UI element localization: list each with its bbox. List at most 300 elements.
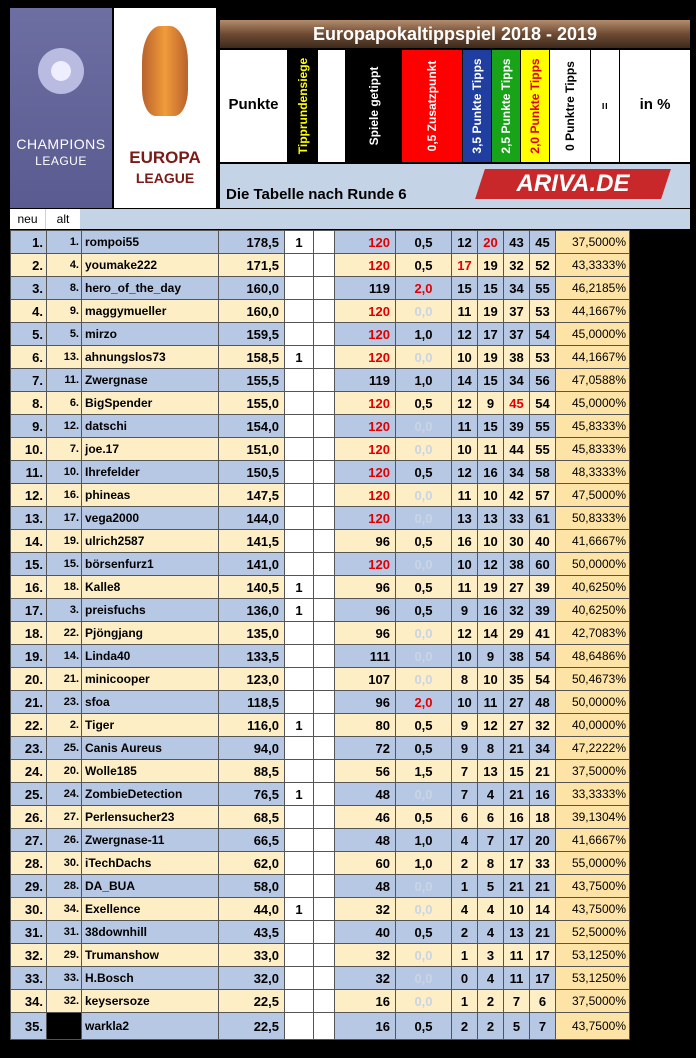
points-cell: 155,0	[219, 392, 285, 415]
bonus-points-cell: 0,5	[396, 254, 452, 277]
games-tipped-cell: 96	[335, 576, 396, 599]
tips-0-cell: 54	[530, 645, 556, 668]
points-cell: 43,5	[219, 921, 285, 944]
percent-cell: 44,1667%	[556, 300, 630, 323]
games-tipped-cell: 119	[335, 277, 396, 300]
previous-rank-cell: 20.	[47, 760, 82, 783]
tips-20-cell: 27	[504, 714, 530, 737]
player-name: preisfuchs	[82, 599, 219, 622]
player-name: börsenfurz1	[82, 553, 219, 576]
round-wins-cell	[285, 277, 314, 300]
header-eq	[591, 50, 619, 162]
rank-cell: 18.	[11, 622, 47, 645]
tips-20-cell: 45	[504, 392, 530, 415]
bonus-points-cell: 0,0	[396, 944, 452, 967]
spacer-cell	[314, 576, 335, 599]
bonus-points-cell: 0,0	[396, 553, 452, 576]
tips-25-cell: 15	[478, 369, 504, 392]
bonus-points-cell: 0,5	[396, 806, 452, 829]
table-row	[11, 852, 630, 875]
games-tipped-cell: 56	[335, 760, 396, 783]
bonus-points-cell: 0,5	[396, 530, 452, 553]
header-20-label: 2,0 Punkte Tipps	[528, 58, 542, 154]
player-name: warkla2	[82, 1013, 219, 1040]
previous-rank-cell: 3.	[47, 599, 82, 622]
round-wins-cell: 1	[285, 783, 314, 806]
round-wins-cell	[285, 622, 314, 645]
round-wins-cell	[285, 415, 314, 438]
bonus-points-cell: 1,0	[396, 323, 452, 346]
previous-rank-cell: 26.	[47, 829, 82, 852]
points-cell: 171,5	[219, 254, 285, 277]
player-name: Zwergnase	[82, 369, 219, 392]
bonus-points-cell: 0,0	[396, 300, 452, 323]
player-name: BigSpender	[82, 392, 219, 415]
tips-35-cell: 12	[452, 461, 478, 484]
player-name: iTechDachs	[82, 852, 219, 875]
tips-20-cell: 35	[504, 668, 530, 691]
bonus-points-cell: 0,0	[396, 898, 452, 921]
spacer-cell	[314, 806, 335, 829]
spacer-cell	[314, 967, 335, 990]
points-cell: 160,0	[219, 300, 285, 323]
percent-cell: 47,2222%	[556, 737, 630, 760]
header-35-label: 3,5 Punkte Tipps	[470, 58, 484, 154]
previous-rank-cell: 30.	[47, 852, 82, 875]
rank-cell: 3.	[11, 277, 47, 300]
subtitle: Die Tabelle nach Runde 6	[226, 186, 407, 203]
tips-35-cell: 15	[452, 277, 478, 300]
percent-cell: 41,6667%	[556, 829, 630, 852]
games-tipped-cell: 32	[335, 898, 396, 921]
player-name: keysersoze	[82, 990, 219, 1013]
spacer-cell	[314, 737, 335, 760]
games-tipped-cell: 16	[335, 990, 396, 1013]
games-tipped-cell: 120	[335, 415, 396, 438]
player-name: hero_of_the_day	[82, 277, 219, 300]
spacer-cell	[314, 599, 335, 622]
player-name: H.Bosch	[82, 967, 219, 990]
player-name: DA_BUA	[82, 875, 219, 898]
spacer-cell	[314, 438, 335, 461]
tips-35-cell: 0	[452, 967, 478, 990]
round-wins-cell	[285, 461, 314, 484]
tips-35-cell: 11	[452, 415, 478, 438]
round-wins-cell	[285, 438, 314, 461]
tips-20-cell: 33	[504, 507, 530, 530]
points-cell: 141,5	[219, 530, 285, 553]
tips-35-cell: 17	[452, 254, 478, 277]
bonus-points-cell: 0,5	[396, 576, 452, 599]
tips-0-cell: 52	[530, 254, 556, 277]
player-name: joe.17	[82, 438, 219, 461]
tips-25-cell: 2	[478, 1013, 504, 1040]
tips-20-cell: 13	[504, 921, 530, 944]
header-tipprundensiege	[289, 50, 317, 162]
spacer-cell	[314, 553, 335, 576]
games-tipped-cell: 48	[335, 875, 396, 898]
col-neu: neu	[10, 209, 45, 229]
bonus-points-cell: 0,5	[396, 392, 452, 415]
points-cell: 118,5	[219, 691, 285, 714]
tips-35-cell: 4	[452, 898, 478, 921]
player-name: Tiger	[82, 714, 219, 737]
rank-cell: 6.	[11, 346, 47, 369]
previous-rank-cell: 6.	[47, 392, 82, 415]
header-spiele-getippt	[346, 50, 401, 162]
header-pct	[620, 50, 690, 162]
header-35	[463, 50, 491, 162]
tips-25-cell: 15	[478, 415, 504, 438]
bonus-points-cell: 2,0	[396, 277, 452, 300]
bonus-points-cell: 0,5	[396, 737, 452, 760]
tips-25-cell: 10	[478, 484, 504, 507]
player-name: Wolle185	[82, 760, 219, 783]
tips-25-cell: 4	[478, 898, 504, 921]
spacer-cell	[314, 254, 335, 277]
points-cell: 88,5	[219, 760, 285, 783]
tips-35-cell: 16	[452, 530, 478, 553]
tips-0-cell: 57	[530, 484, 556, 507]
previous-rank-cell: 24.	[47, 783, 82, 806]
previous-rank-cell	[47, 1013, 82, 1040]
tips-25-cell: 2	[478, 990, 504, 1013]
bonus-points-cell: 1,0	[396, 852, 452, 875]
table-row	[11, 415, 630, 438]
points-cell: 123,0	[219, 668, 285, 691]
games-tipped-cell: 120	[335, 254, 396, 277]
ariva-logo-text: ARIVA.DE	[516, 170, 630, 197]
round-wins-cell	[285, 691, 314, 714]
spacer-cell	[314, 300, 335, 323]
points-cell: 32,0	[219, 967, 285, 990]
tips-0-cell: 16	[530, 783, 556, 806]
previous-rank-cell: 27.	[47, 806, 82, 829]
tips-35-cell: 12	[452, 392, 478, 415]
tips-25-cell: 14	[478, 622, 504, 645]
rank-cell: 2.	[11, 254, 47, 277]
games-tipped-cell: 32	[335, 967, 396, 990]
cl-logo-line1: CHAMPIONS	[16, 136, 106, 152]
player-name: rompoi55	[82, 231, 219, 254]
player-name: ahnungslos73	[82, 346, 219, 369]
round-wins-cell	[285, 484, 314, 507]
player-name: Pjöngjang	[82, 622, 219, 645]
player-name: Trumanshow	[82, 944, 219, 967]
table-row	[11, 714, 630, 737]
tips-20-cell: 16	[504, 806, 530, 829]
player-name: ulrich2587	[82, 530, 219, 553]
tips-0-cell: 58	[530, 461, 556, 484]
table-row	[11, 898, 630, 921]
percent-cell: 47,0588%	[556, 369, 630, 392]
tips-20-cell: 39	[504, 415, 530, 438]
tips-35-cell: 1	[452, 944, 478, 967]
percent-cell: 45,0000%	[556, 392, 630, 415]
tips-25-cell: 19	[478, 346, 504, 369]
tips-20-cell: 34	[504, 369, 530, 392]
previous-rank-cell: 9.	[47, 300, 82, 323]
tips-0-cell: 33	[530, 852, 556, 875]
spacer-cell	[314, 622, 335, 645]
percent-cell: 46,2185%	[556, 277, 630, 300]
tips-20-cell: 17	[504, 852, 530, 875]
starball-icon	[38, 48, 84, 94]
tips-0-cell: 32	[530, 714, 556, 737]
table-row	[11, 829, 630, 852]
rank-cell: 25.	[11, 783, 47, 806]
tips-0-cell: 21	[530, 760, 556, 783]
rank-cell: 12.	[11, 484, 47, 507]
tips-35-cell: 2	[452, 852, 478, 875]
spacer-cell	[314, 829, 335, 852]
tips-0-cell: 41	[530, 622, 556, 645]
spacer-cell	[314, 714, 335, 737]
games-tipped-cell: 72	[335, 737, 396, 760]
tips-0-cell: 6	[530, 990, 556, 1013]
player-name: maggymueller	[82, 300, 219, 323]
tips-0-cell: 21	[530, 875, 556, 898]
tips-25-cell: 4	[478, 783, 504, 806]
points-cell: 144,0	[219, 507, 285, 530]
tips-25-cell: 8	[478, 737, 504, 760]
percent-cell: 50,0000%	[556, 691, 630, 714]
points-cell: 133,5	[219, 645, 285, 668]
games-tipped-cell: 96	[335, 691, 396, 714]
table-row	[11, 783, 630, 806]
tips-25-cell: 17	[478, 323, 504, 346]
games-tipped-cell: 120	[335, 392, 396, 415]
header-spacer	[318, 50, 345, 162]
tips-25-cell: 19	[478, 300, 504, 323]
table-row	[11, 622, 630, 645]
tips-35-cell: 2	[452, 921, 478, 944]
round-wins-cell	[285, 760, 314, 783]
bonus-points-cell: 0,5	[396, 461, 452, 484]
table-row	[11, 530, 630, 553]
games-tipped-cell: 120	[335, 300, 396, 323]
round-wins-cell	[285, 392, 314, 415]
tips-0-cell: 39	[530, 576, 556, 599]
points-cell: 58,0	[219, 875, 285, 898]
tips-20-cell: 30	[504, 530, 530, 553]
table-row	[11, 691, 630, 714]
player-name: Zwergnase-11	[82, 829, 219, 852]
tips-0-cell: 54	[530, 392, 556, 415]
games-tipped-cell: 120	[335, 323, 396, 346]
tips-20-cell: 27	[504, 576, 530, 599]
player-name: vega2000	[82, 507, 219, 530]
percent-cell: 43,7500%	[556, 875, 630, 898]
tips-0-cell: 55	[530, 277, 556, 300]
round-wins-cell: 1	[285, 714, 314, 737]
spacer-cell	[314, 944, 335, 967]
percent-cell: 43,7500%	[556, 1013, 630, 1040]
points-cell: 155,5	[219, 369, 285, 392]
round-wins-cell: 1	[285, 231, 314, 254]
tips-25-cell: 3	[478, 944, 504, 967]
table-row	[11, 392, 630, 415]
tips-0-cell: 53	[530, 300, 556, 323]
games-tipped-cell: 120	[335, 507, 396, 530]
percent-cell: 39,1304%	[556, 806, 630, 829]
percent-cell: 53,1250%	[556, 967, 630, 990]
spacer-cell	[314, 277, 335, 300]
round-wins-cell: 1	[285, 599, 314, 622]
percent-cell: 40,6250%	[556, 599, 630, 622]
games-tipped-cell: 16	[335, 1013, 396, 1040]
previous-rank-cell: 15.	[47, 553, 82, 576]
bonus-points-cell: 0,5	[396, 599, 452, 622]
tips-0-cell: 17	[530, 967, 556, 990]
tips-0-cell: 53	[530, 346, 556, 369]
europa-league-logo	[114, 8, 216, 208]
round-wins-cell	[285, 1013, 314, 1040]
rank-cell: 5.	[11, 323, 47, 346]
tips-25-cell: 19	[478, 254, 504, 277]
tips-25-cell: 12	[478, 714, 504, 737]
table-row	[11, 231, 630, 254]
previous-rank-cell: 1.	[47, 231, 82, 254]
tips-35-cell: 2	[452, 1013, 478, 1040]
table-row	[11, 668, 630, 691]
previous-rank-cell: 18.	[47, 576, 82, 599]
previous-rank-cell: 23.	[47, 691, 82, 714]
games-tipped-cell: 32	[335, 944, 396, 967]
bonus-points-cell: 2,0	[396, 691, 452, 714]
bonus-points-cell: 0,5	[396, 231, 452, 254]
games-tipped-cell: 96	[335, 599, 396, 622]
rank-cell: 26.	[11, 806, 47, 829]
points-cell: 160,0	[219, 277, 285, 300]
percent-cell: 48,3333%	[556, 461, 630, 484]
header-zusatz-label: 0,5 Zusatzpunkt	[425, 60, 439, 152]
table-row	[11, 806, 630, 829]
tips-0-cell: 55	[530, 415, 556, 438]
player-name: Linda40	[82, 645, 219, 668]
rank-cell: 21.	[11, 691, 47, 714]
percent-cell: 45,8333%	[556, 415, 630, 438]
percent-cell: 52,5000%	[556, 921, 630, 944]
table-row	[11, 461, 630, 484]
rank-cell: 9.	[11, 415, 47, 438]
tips-0-cell: 45	[530, 231, 556, 254]
spacer-cell	[314, 990, 335, 1013]
round-wins-cell	[285, 990, 314, 1013]
percent-cell: 50,4673%	[556, 668, 630, 691]
rank-cell: 19.	[11, 645, 47, 668]
rank-cell: 20.	[11, 668, 47, 691]
table-row	[11, 277, 630, 300]
previous-rank-cell: 13.	[47, 346, 82, 369]
points-cell: 94,0	[219, 737, 285, 760]
tips-0-cell: 40	[530, 530, 556, 553]
round-wins-cell	[285, 875, 314, 898]
spacer-cell	[314, 898, 335, 921]
col-alt: alt	[46, 209, 80, 229]
previous-rank-cell: 5.	[47, 323, 82, 346]
tips-0-cell: 48	[530, 691, 556, 714]
tips-35-cell: 11	[452, 300, 478, 323]
tips-35-cell: 9	[452, 737, 478, 760]
points-cell: 154,0	[219, 415, 285, 438]
games-tipped-cell: 120	[335, 484, 396, 507]
player-name: Canis Aureus	[82, 737, 219, 760]
spacer-cell	[314, 461, 335, 484]
ranking-table	[10, 230, 630, 1040]
tips-0-cell: 34	[530, 737, 556, 760]
tips-25-cell: 6	[478, 806, 504, 829]
tips-20-cell: 10	[504, 898, 530, 921]
bonus-points-cell: 0,0	[396, 415, 452, 438]
percent-cell: 43,7500%	[556, 898, 630, 921]
points-cell: 135,0	[219, 622, 285, 645]
round-wins-cell	[285, 852, 314, 875]
tips-0-cell: 54	[530, 323, 556, 346]
header-0	[550, 50, 590, 162]
tips-20-cell: 11	[504, 967, 530, 990]
points-cell: 150,5	[219, 461, 285, 484]
round-wins-cell: 1	[285, 346, 314, 369]
tips-35-cell: 12	[452, 323, 478, 346]
player-name: sfoa	[82, 691, 219, 714]
points-cell: 147,5	[219, 484, 285, 507]
tips-0-cell: 14	[530, 898, 556, 921]
tips-35-cell: 10	[452, 691, 478, 714]
tips-35-cell: 10	[452, 438, 478, 461]
tips-20-cell: 32	[504, 254, 530, 277]
games-tipped-cell: 120	[335, 461, 396, 484]
points-cell: 140,5	[219, 576, 285, 599]
round-wins-cell	[285, 668, 314, 691]
round-wins-cell: 1	[285, 898, 314, 921]
tips-0-cell: 56	[530, 369, 556, 392]
header-zusatzpunkt	[402, 50, 462, 162]
tips-35-cell: 1	[452, 875, 478, 898]
tips-20-cell: 34	[504, 461, 530, 484]
bonus-points-cell: 0,0	[396, 622, 452, 645]
games-tipped-cell: 46	[335, 806, 396, 829]
rank-cell: 1.	[11, 231, 47, 254]
player-name: Perlensucher23	[82, 806, 219, 829]
previous-rank-cell: 10.	[47, 461, 82, 484]
tips-0-cell: 7	[530, 1013, 556, 1040]
champions-league-logo	[10, 8, 112, 208]
round-wins-cell	[285, 806, 314, 829]
tips-25-cell: 20	[478, 231, 504, 254]
tips-25-cell: 10	[478, 530, 504, 553]
tips-20-cell: 11	[504, 944, 530, 967]
points-cell: 178,5	[219, 231, 285, 254]
percent-cell: 37,5000%	[556, 990, 630, 1013]
tips-35-cell: 10	[452, 645, 478, 668]
cl-logo-line2: LEAGUE	[35, 154, 87, 168]
previous-rank-cell: 8.	[47, 277, 82, 300]
player-name: Kalle8	[82, 576, 219, 599]
spacer-cell	[314, 691, 335, 714]
round-wins-cell	[285, 645, 314, 668]
points-cell: 141,0	[219, 553, 285, 576]
previous-rank-cell: 16.	[47, 484, 82, 507]
spacer-cell	[314, 507, 335, 530]
spacer-cell	[314, 323, 335, 346]
bonus-points-cell: 0,0	[396, 346, 452, 369]
spacer-cell	[314, 369, 335, 392]
percent-cell: 45,8333%	[556, 438, 630, 461]
tips-20-cell: 5	[504, 1013, 530, 1040]
rank-cell: 14.	[11, 530, 47, 553]
previous-rank-cell: 7.	[47, 438, 82, 461]
